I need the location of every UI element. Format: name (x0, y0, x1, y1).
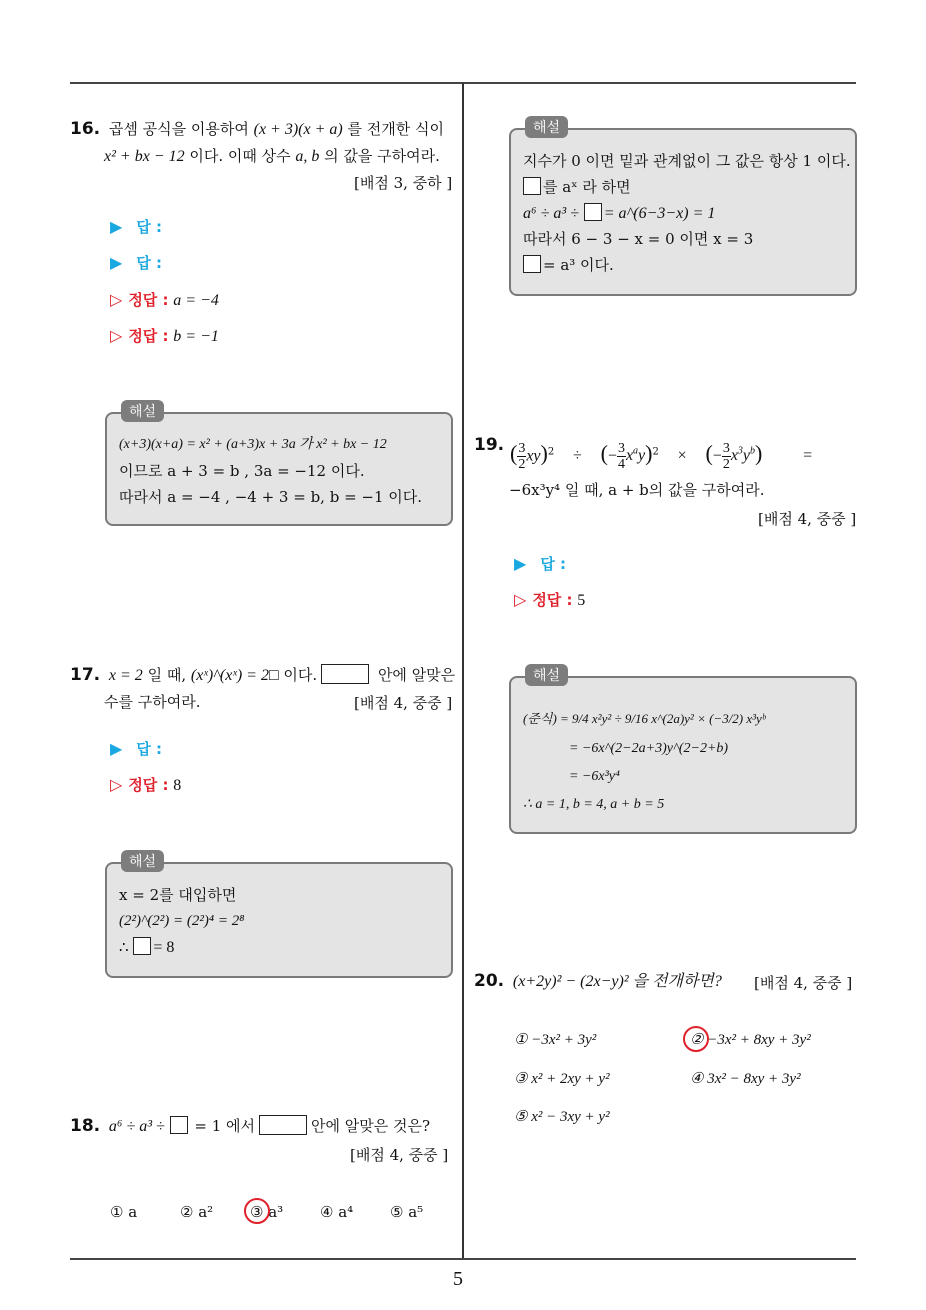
q16-sol3: 따라서 a = −4 , −4 + 3 = b, b = −1 이다. (119, 488, 423, 506)
q20-option-5[interactable]: ⑤ x² − 3xy + y² (514, 1109, 610, 1125)
q20-option-2[interactable]: ② −3x² + 8xy + 3y² (690, 1032, 811, 1048)
q16-solution-box (105, 404, 453, 526)
solution-tag: 해설 (525, 664, 568, 686)
q18-number: 18. (70, 1116, 101, 1136)
q17-sol2: (2²)^(2²) = (2²)⁴ = 2⁸ (119, 913, 245, 929)
q16-number: 16. (70, 119, 101, 139)
q18-option-3[interactable]: ③ a³ (250, 1203, 284, 1221)
q16-sol1: (x+3)(x+a) = x² + (a+3)x + 3a 가 x² + bx − 12 (119, 437, 387, 452)
q16-correct2: ▷ 정답 : b = −1 (110, 326, 219, 345)
blank-square (523, 177, 541, 195)
q17-score: [배점 4, 중중 ] (354, 694, 453, 712)
q16-sol2: 이므로 a + 3 = b , 3a = −12 이다. (119, 462, 365, 480)
q18-option-4[interactable]: ④ a⁴ (320, 1203, 354, 1221)
q19-line2: −6x³y⁴ 일 때, a + b의 값을 구하여라. (509, 481, 765, 499)
q19-answer[interactable]: ▶ 답 : (514, 554, 567, 573)
triangle-outline-icon: ▷ (110, 290, 123, 309)
q16-answer2[interactable]: ▶ 답 : (110, 253, 163, 272)
q19-number: 19. (474, 435, 505, 455)
blank-square (133, 937, 151, 955)
q18-sol1: 지수가 0 이면 밑과 관계없이 그 값은 항상 1 이다. (523, 152, 851, 170)
q17-answer[interactable]: ▶ 답 : (110, 739, 163, 758)
q19-sol2: = −6x^(2−2a+3)y^(2−2+b) (569, 741, 729, 756)
q16-line2: x² + bx − 12 이다. 이때 상수 a, b 의 값을 구하여라. (104, 147, 440, 165)
q16-score: [배점 3, 중하 ] (354, 174, 453, 192)
q18-sol5: = a³ 이다. (523, 252, 614, 278)
q19-correct: ▷ 정답 : 5 (514, 590, 586, 609)
q20-option-1[interactable]: ① −3x² + 3y² (514, 1032, 597, 1048)
q20-selected-mark (683, 1026, 709, 1052)
q19-sol4: ∴ a = 1, b = 4, a + b = 5 (523, 797, 665, 812)
solution-tag: 해설 (121, 400, 164, 422)
q19-line1 (474, 433, 508, 457)
bottom-rule (70, 1258, 856, 1260)
solution-tag: 해설 (525, 116, 568, 138)
play-icon: ▶ (110, 739, 123, 758)
q20-option-4[interactable]: ④ 3x² − 8xy + 3y² (690, 1071, 801, 1087)
q18-option-5[interactable]: ⑤ a⁵ (390, 1203, 424, 1221)
play-icon: ▶ (110, 253, 123, 272)
q16-line1: 16. 곱셈 공식을 이용하여 (x + 3)(x + a) 를 전개한 식이 (70, 119, 444, 139)
solution-tag: 해설 (121, 850, 164, 872)
q17-sol3: ∴ = 8 (119, 938, 175, 956)
q18-option-1[interactable]: ① a (110, 1203, 138, 1221)
q20-option-3[interactable]: ③ x² + 2xy + y² (514, 1071, 610, 1087)
q17-solution-box (105, 854, 453, 978)
q18-sol3: a⁶ ÷ a³ ÷ = a^(6−3−x) = 1 (523, 205, 716, 222)
q17-line2: 수를 구하여라. (104, 693, 201, 711)
q19-score: [배점 4, 중중 ] (758, 510, 857, 528)
q19-sol1: (준식) = 9/4 x²y² ÷ 9/16 x^(2a)y² × (−3/2) x³yᵇ (523, 711, 766, 726)
q18-sol4: 따라서 6 − 3 − x = 0 이면 x = 3 (523, 230, 754, 248)
q20-line1: 20. (x+2y)² − (2x−y)² 을 전개하면? (474, 971, 722, 991)
blank-square (584, 203, 602, 221)
blank-square (523, 255, 541, 273)
blank-box (259, 1115, 307, 1135)
page-number: 5 (453, 1268, 463, 1290)
q20-score: [배점 4, 중중 ] (754, 974, 853, 992)
q18-line1: 18. a⁶ ÷ a³ ÷ = 1 에서 안에 알맞은 것은? (70, 1116, 431, 1136)
q18-score: [배점 4, 중중 ] (350, 1146, 449, 1164)
triangle-outline-icon: ▷ (110, 326, 123, 345)
q20-number: 20. (474, 971, 505, 991)
q19-expression: ( $\frac{3}{2}$ xy)$^2$ ÷ (− $\frac{3}{4}$ $x^ay)^2$ × (− $\frac{3}{2}$ $x^3y^b$) = (510, 440, 813, 472)
q17-sol1: x = 2를 대입하면 (119, 886, 237, 904)
q18-solution-box (509, 120, 857, 296)
q17-correct: ▷ 정답 : 8 (110, 775, 182, 794)
play-icon: ▶ (110, 217, 123, 236)
play-icon: ▶ (514, 554, 527, 573)
q16-answer1[interactable]: ▶ 답 : (110, 217, 163, 236)
q16-correct1: ▷ 정답 : a = −4 (110, 290, 219, 309)
q17-number: 17. (70, 665, 101, 685)
q17-line1: 17. x = 2 일 때, (xˣ)^(xˣ) = 2□ 이다. 안에 알맞은 (70, 665, 456, 685)
column-divider (462, 83, 464, 1258)
blank-box (321, 664, 369, 684)
triangle-outline-icon: ▷ (110, 775, 123, 794)
q18-option-2[interactable]: ② a² (180, 1203, 214, 1221)
triangle-outline-icon: ▷ (514, 590, 527, 609)
blank-square (170, 1116, 188, 1134)
q19-solution-box (509, 668, 857, 834)
q18-selected-mark (244, 1198, 270, 1224)
q18-sol2: 를 aˣ 라 하면 (523, 174, 631, 200)
q19-sol3: = −6x³y⁴ (569, 769, 620, 784)
